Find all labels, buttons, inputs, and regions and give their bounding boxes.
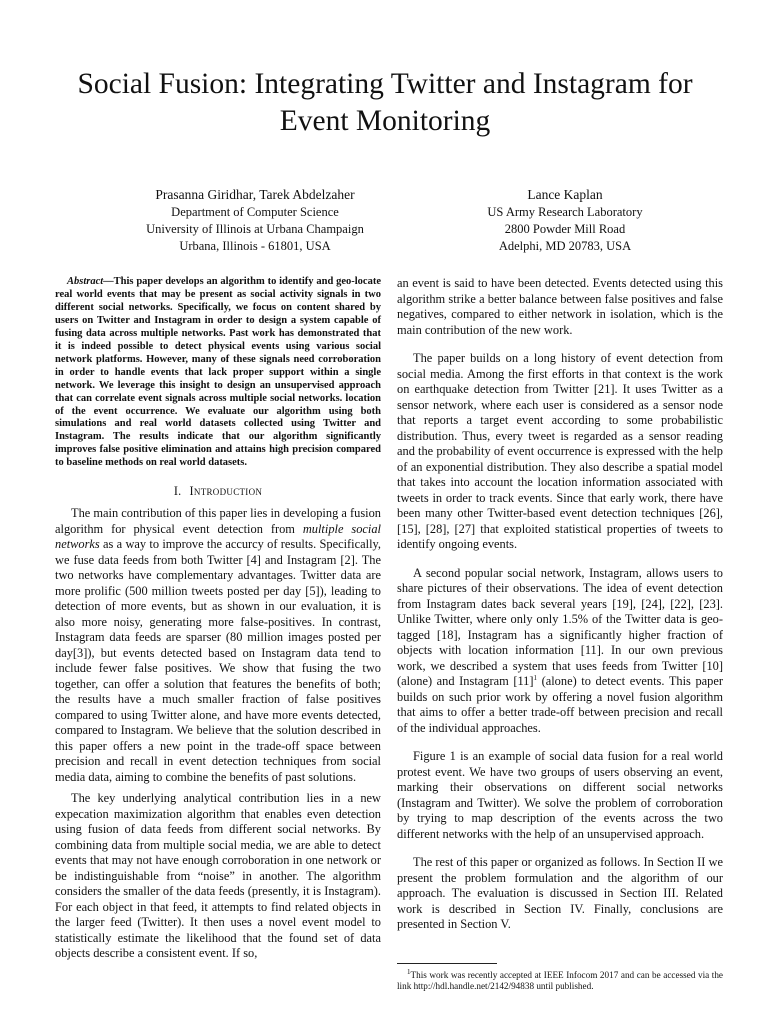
abstract-dash: —	[103, 276, 114, 287]
author-names: Lance Kaplan	[527, 187, 603, 202]
author-address: Urbana, Illinois - 61801, USA	[179, 239, 331, 253]
author-organization: 2800 Powder Mill Road	[504, 222, 626, 236]
abstract-text: This paper develops an algorithm to identify and geo-locate real world events that may be present as social activity signals in two different social networks. Specifically, we focus on content shared by users on Twitter and Instagram in order to design a system capable of fusing data across multiple networks. Past work has demonstrated that it is indeed possible to detect physical events using various social network platforms. However, many of these signals need corroboration in order to handle events that lack proper support within a single network. We leverage this insight to design an unsupervised approach that can correlate event signals across multiple social networks. location of the event occurrence. We evaluate our algorithm using both simulations and real world datasets collected using Twitter and Instagram. The results indicate that our algorithm significantly improves false positive elimination and attains high precision compared to baseline methods on real world datasets.	[55, 276, 381, 469]
author-names: Prasanna Giridhar, Tarek Abdelzaher	[155, 187, 355, 202]
author-address: Adelphi, MD 20783, USA	[498, 239, 632, 253]
author-organization: University of Illinois at Urbana Champaign	[146, 222, 364, 236]
author-block-left	[105, 185, 405, 255]
section-number: I.	[173, 484, 182, 499]
footnote-divider	[397, 963, 497, 964]
emphasis-text: multiple social networks	[55, 521, 381, 552]
footnote-marker: 1	[407, 967, 411, 976]
author-department: Department of Computer Science	[171, 205, 339, 219]
section-heading-introduction	[55, 484, 381, 499]
intro-paragraph-3: an event is said to have been detected. Events detected using this algorithm strike a better balance between false positives and false negatives, compared to either network in isolation, which is the main contribution of the new work.	[397, 276, 723, 337]
footnote-reference: 1	[533, 673, 538, 682]
left-column	[55, 276, 381, 962]
abstract	[55, 276, 381, 470]
intro-paragraph-2: The key underlying analytical contribution lies in a new expecation maximization algorithm that enables even detection using fusion of data feeds from different social networks. By combining data from multiple social media, we are able to detect events that may not have enough corroboration in one network or be indistinguishable from “noise” in another. The algorithm considers the smaller of the data feeds (presently, it is Instagram). For each object in that feed, it attempts to find related objects in the larger feed (Twitter). It then uses a novel event model to statistically estimate the likelihood that the found set of data objects describe a consistent event. If so,	[55, 791, 381, 961]
author-block-right	[420, 185, 710, 255]
paper-title: Social Fusion: Integrating Twitter and Instagram for Event Monitoring	[77, 68, 693, 137]
intro-paragraph-1	[55, 506, 381, 785]
paragraph-text: (alone) to detect events. This paper builds on such prior work by offering a novel fusion algorithm that aims to offer a better trade-off between precision and recall of the individual approaches.	[397, 674, 723, 735]
right-column	[397, 276, 723, 993]
intro-paragraph-6: Figure 1 is an example of social data fusion for a real world protest event. We have two groups of users observing an event, marking their observations on different social networks (Instagram and Twitter). We solve the problem of corroboration by trying to map description of the events across the two different networks with the help of an unsupervised approach.	[397, 749, 723, 841]
intro-paragraph-7: The rest of this paper or organized as follows. In Section II we present the problem formulation and the algorithm of our approach. The evaluation is discussed in Section III. Related work is described in Section IV. Finally, conclusions are presented in Section V.	[397, 855, 723, 931]
author-department: US Army Research Laboratory	[487, 205, 643, 219]
footnote	[397, 967, 723, 993]
section-title: Introduction	[189, 484, 263, 499]
paragraph-text: A second popular social network, Instagram, allows users to share pictures of their observations. The idea of event detection from Instagram dates back several years [19], [24], [22], [23]. Unlike Twitter, where only only 1.5% of the Twitter data is geo-tagged [18], Instagram has a significantly higher fraction of objects with location information [11]. In our own previous work, we described a system that uses feeds from Twitter [10] (alone) and Instagram [11]	[397, 565, 723, 688]
paragraph-text: as a way to improve the accurcy of results. Specifically, we fuse data feeds from both Twitter [4] and Instagram [2]. The two networks have complementary advantages. Twitter data are more prolific (500 million tweets posted per day [5]), leading to detection of more events, but as shown in our evaluation, it is also more noisy, generating more false-positives. In contrast, Instagram data feeds are sparser (80 million images posted per day[3]), but events detected based on Instagram data tend to include fewer false positives. We show that fusing the two together, can offer a solution that features the benefits of both; the results have a much smaller fraction of false positives compared to using Twitter alone, and have more events detected, compared to Instagram. We believe that the solution described in this paper offers a new point in the trade-off space between precision and recall in event detection techniques from social media data, aiming to combine the benefits of past solutions.	[55, 537, 381, 784]
abstract-label: Abstract	[67, 276, 104, 287]
intro-paragraph-5	[397, 566, 723, 737]
footnote-text: This work was recently accepted at IEEE Infocom 2017 and can be accessed via the link http://hdl.handle.net/2142/94838 until published.	[397, 969, 723, 991]
paragraph-text: The main contribution of this paper lies in developing a fusion algorithm for physical event detection from	[55, 506, 381, 536]
intro-paragraph-4: The paper builds on a long history of event detection from social media. Among the first efforts in that context is the work on earthquake detection from Twitter [21]. It uses Twitter as a sensor network, where each user is considered as a sensor node that reports a target event according to some probabilistic distribution. Thus, every tweet is regarded as a sensor reading and the probability of event occurrence is expressed with the help of an exponential distribution. They also describe a spatial model that takes into account the location information associated with tweets in order to track events. Since that early work, there have been many other Twitter-based event detection techniques [26], [15], [28], [27] that exploited statistical properties of tweets to identify ongoing events.	[397, 351, 723, 551]
